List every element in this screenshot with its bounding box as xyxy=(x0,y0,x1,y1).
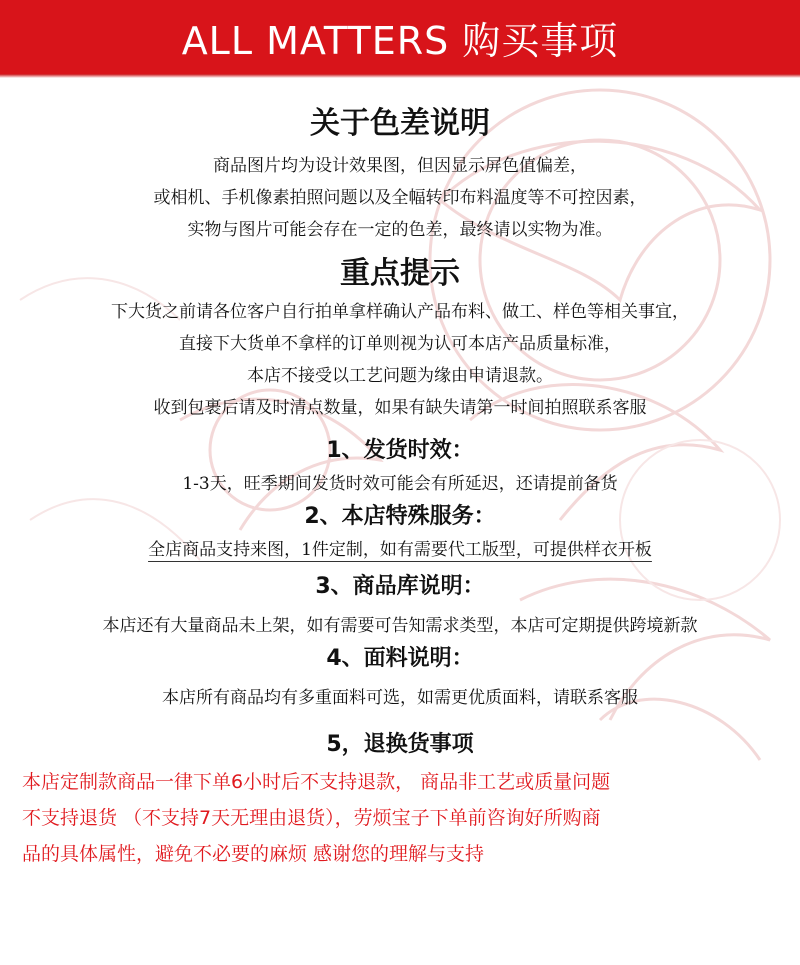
special-service-text: 全店商品支持来图，1件定制，如有需要代工版型，可提供样衣开板 xyxy=(148,540,652,560)
header-title: ALL MATTERS 购买事项 xyxy=(181,18,619,63)
key-tips-line-4: 收到包裹后请及时清点数量，如果有缺失请第一时间拍照联系客服 xyxy=(153,398,647,418)
shipping-title: 1、发货时效： xyxy=(326,438,474,463)
page-header-banner xyxy=(0,0,800,74)
color-difference-line-1: 商品图片均为设计效果图，但因显示屏色值偏差， xyxy=(213,156,587,176)
returns-line-2: 不支持退货 （不支持7天无理由退货），劳烦宝子下单前咨询好所购商 xyxy=(22,807,601,829)
key-tips-line-2: 直接下大货单不拿样的订单则视为认可本店产品质量标准， xyxy=(179,334,621,354)
returns-title: 5，退换货事项 xyxy=(326,732,474,757)
fabric-text: 本店所有商品均有多重面料可选，如需更优质面料，请联系客服 xyxy=(162,688,638,708)
notice-content xyxy=(0,74,800,872)
key-tips-title: 重点提示 xyxy=(340,256,460,291)
color-difference-title: 关于色差说明 xyxy=(310,106,490,141)
inventory-text: 本店还有大量商品未上架，如有需要可告知需求类型，本店可定期提供跨境新款 xyxy=(102,616,698,636)
shipping-text: 1-3天，旺季期间发货时效可能会有所延迟，还请提前备货 xyxy=(182,474,618,494)
color-difference-line-2: 或相机、手机像素拍照问题以及全幅转印布料温度等不可控因素， xyxy=(153,188,647,208)
returns-line-1: 本店定制款商品一律下单6小时后不支持退款， 商品非工艺或质量问题 xyxy=(22,771,611,793)
fabric-title: 4、面料说明： xyxy=(326,646,474,671)
returns-line-3: 品的具体属性，避免不必要的麻烦 感谢您的理解与支持 xyxy=(22,843,485,865)
color-difference-line-3: 实物与图片可能会存在一定的色差，最终请以实物为准。 xyxy=(187,220,613,240)
key-tips-line-3: 本店不接受以工艺问题为缘由申请退款。 xyxy=(247,366,553,386)
key-tips-line-1: 下大货之前请各位客户自行拍单拿样确认产品布料、做工、样色等相关事宜， xyxy=(111,302,689,322)
special-service-title: 2、本店特殊服务： xyxy=(304,504,496,529)
inventory-title: 3、商品库说明： xyxy=(315,574,485,599)
